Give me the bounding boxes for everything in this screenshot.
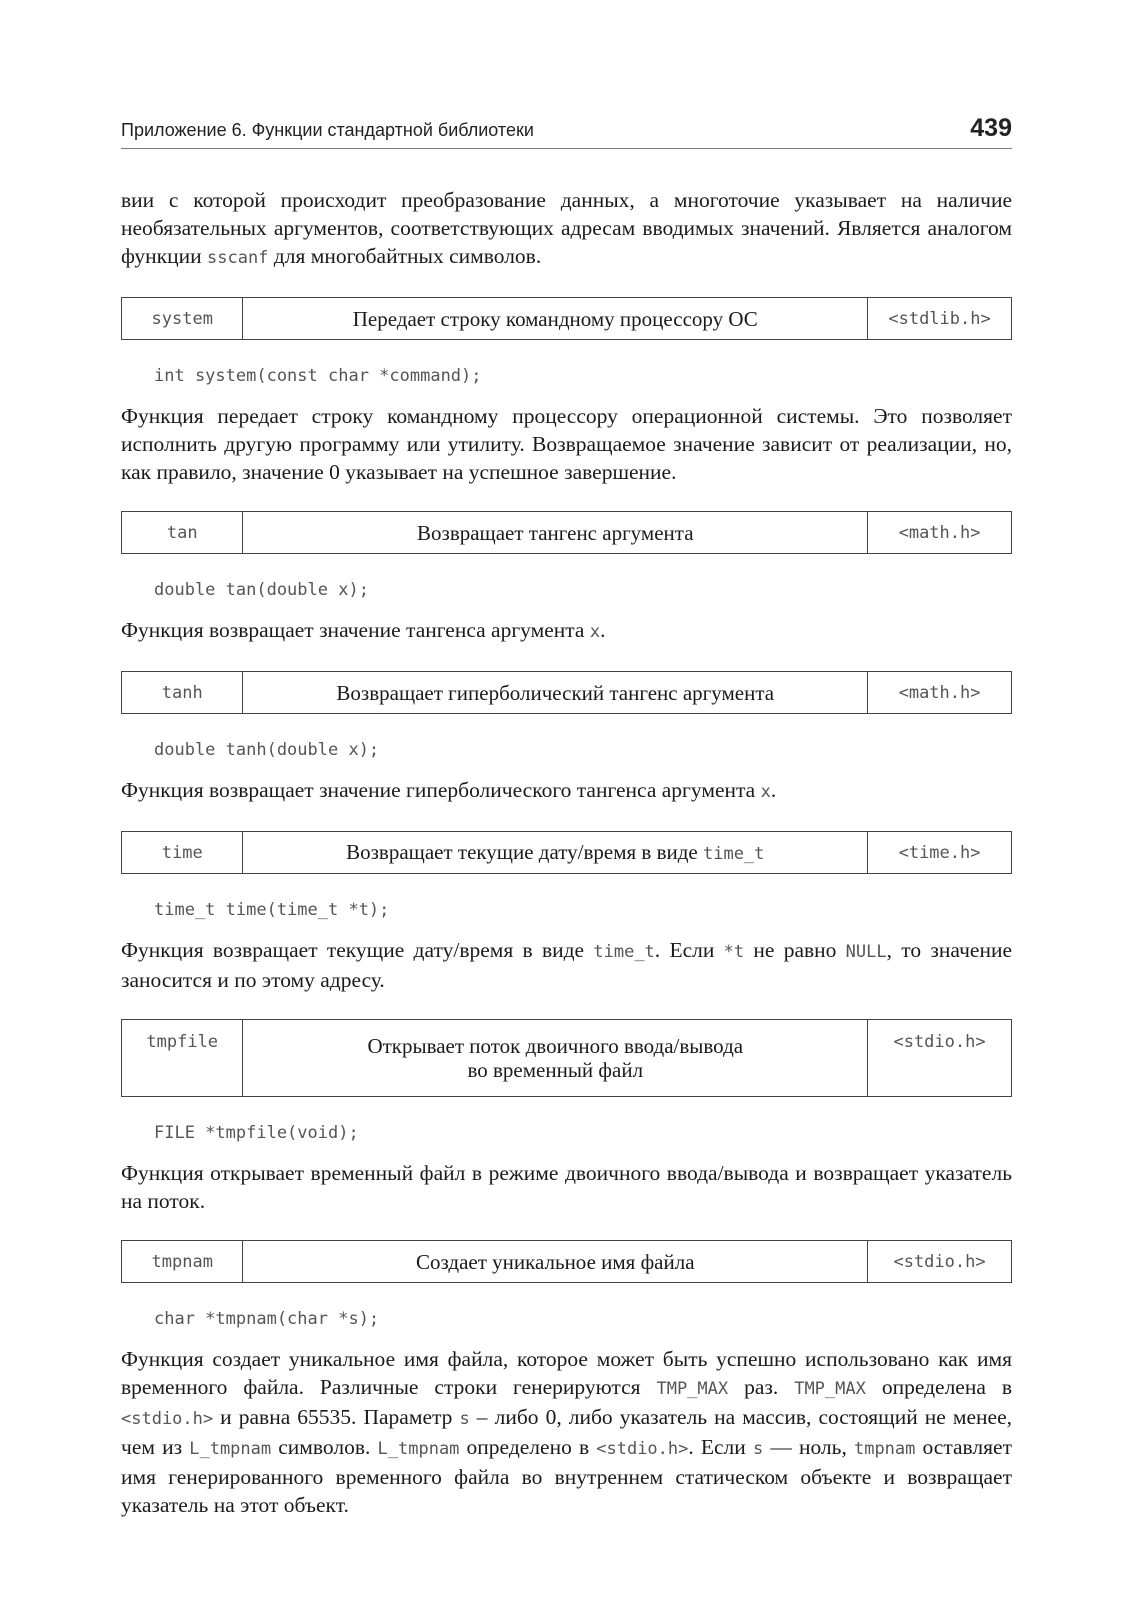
text-run: для многобайтных символов. [268, 244, 542, 268]
text-run: — ноль, [763, 1435, 854, 1459]
function-signature: int system(const char *command); [154, 366, 482, 386]
code-run: L_tmpnam [189, 1439, 272, 1459]
function-description [243, 832, 868, 874]
function-header-file: <stdio.h> [868, 1241, 1012, 1283]
text-run: Функция возвращает текущие дату/время в виде [121, 938, 594, 962]
code-run: TMP_MAX [794, 1379, 866, 1399]
text-run: и равна 65535. Параметр [213, 1405, 460, 1429]
function-header-file: <stdlib.h> [868, 298, 1012, 340]
function-name: system [122, 298, 243, 340]
running-title: Приложение 6. Функции стандартной библиотеки [121, 120, 534, 140]
text-run: Функция возвращает значение гиперболического тангенса аргумента [121, 778, 761, 802]
function-header-file: <math.h> [868, 672, 1012, 714]
text-run: Функция создает уникальное имя файла, которое может быть успешно использовано как имя временного файла. Различные строки генерируются [121, 1347, 1012, 1399]
text-run: определена в [865, 1375, 1012, 1399]
function-description [243, 1020, 868, 1097]
function-description: Создает уникальное имя файла [243, 1241, 868, 1283]
text-run: определено в [459, 1435, 597, 1459]
text-run: во временный файл [467, 1058, 644, 1082]
code-run: x [589, 622, 601, 642]
text-run: . [600, 618, 606, 642]
text-run: символов. [271, 1435, 378, 1459]
function-name: tmpfile [122, 1020, 243, 1097]
code-run: <stdio.h> [596, 1439, 689, 1459]
text-run: Возвращает текущие дату/время в виде [346, 839, 703, 864]
text-run: Функция возвращает значение тангенса аргумента [121, 618, 590, 642]
code-run: tmpnam [853, 1439, 916, 1459]
function-table-tmpfile [121, 1019, 1012, 1097]
function-signature: double tan(double x); [154, 580, 369, 600]
function-table-system [121, 297, 1012, 340]
code-run: *t [723, 942, 745, 962]
text-run: вии с которой происходит преобразование данных, а многоточие указывает на наличие необязательных аргументов, соответствующих адресам вводимых значений. Является аналогом функции [121, 188, 1012, 268]
function-explanation [121, 1345, 1012, 1519]
intro-paragraph [121, 186, 1012, 272]
text-run: Открывает поток двоичного ввода/вывода [367, 1034, 744, 1058]
function-description: Возвращает тангенс аргумента [243, 512, 868, 554]
text-run: , то значение заносится и по этому адресу. [121, 938, 1012, 992]
text-run: . Если [654, 938, 724, 962]
code-run: s [752, 1439, 764, 1459]
code-run: <stdio.h> [121, 1409, 214, 1429]
code-run: NULL [845, 942, 887, 962]
function-name: time [122, 832, 243, 874]
function-explanation: Функция открывает временный файл в режиме двоичного ввода/вывода и возвращает указатель на поток. [121, 1161, 1012, 1213]
code-run: s [459, 1409, 470, 1429]
text-run: раз. [728, 1375, 795, 1399]
text-run: . Если [688, 1435, 753, 1459]
text-run: . [770, 778, 777, 802]
code-run: time_t [593, 942, 655, 962]
function-table-tan [121, 511, 1012, 554]
function-name: tmpnam [122, 1241, 243, 1283]
function-name: tanh [122, 672, 243, 714]
function-table-time [121, 831, 1012, 874]
function-table-tanh [121, 671, 1012, 714]
function-signature: FILE *tmpfile(void); [154, 1123, 359, 1143]
function-signature: time_t time(time_t *t); [154, 900, 390, 920]
code-run: time_t [702, 843, 765, 864]
text-run: оставляет имя генерированного временного файла во внутреннем статическом объекте и возвращает указатель на этот объект. [121, 1435, 1012, 1517]
function-explanation [121, 776, 1012, 806]
function-header-file: <time.h> [868, 832, 1012, 874]
function-description: Возвращает гиперболический тангенс аргумента [243, 672, 868, 714]
code-run: x [760, 782, 771, 802]
function-signature: char *tmpnam(char *s); [154, 1309, 380, 1329]
function-table-tmpnam [121, 1240, 1012, 1283]
code-run: L_tmpnam [377, 1439, 460, 1459]
function-header-file: <math.h> [868, 512, 1012, 554]
function-description: Передает строку командному процессору ОС [243, 298, 868, 340]
function-explanation [121, 616, 1012, 646]
function-explanation: Функция передает строку командному процессору операционной системы. Это позволяет исполнить другую программу или утилиту. Возвращаемое значение зависит от реализации, но, как правило, значение 0 указывает на успешное завершение. [121, 404, 1012, 484]
function-explanation [121, 936, 1012, 994]
page-number: 439 [970, 114, 1012, 142]
page-content [121, 186, 1012, 1519]
text-run: не равно [744, 938, 846, 962]
code-run: TMP_MAX [656, 1379, 729, 1399]
running-header [121, 112, 1012, 149]
function-signature: double tanh(double x); [154, 740, 380, 760]
function-name: tan [122, 512, 243, 554]
code-run: sscanf [207, 248, 269, 268]
function-header-file: <stdio.h> [868, 1020, 1012, 1097]
text-run: – либо 0, либо указатель на массив, состоящий не менее, чем из [121, 1405, 1013, 1459]
